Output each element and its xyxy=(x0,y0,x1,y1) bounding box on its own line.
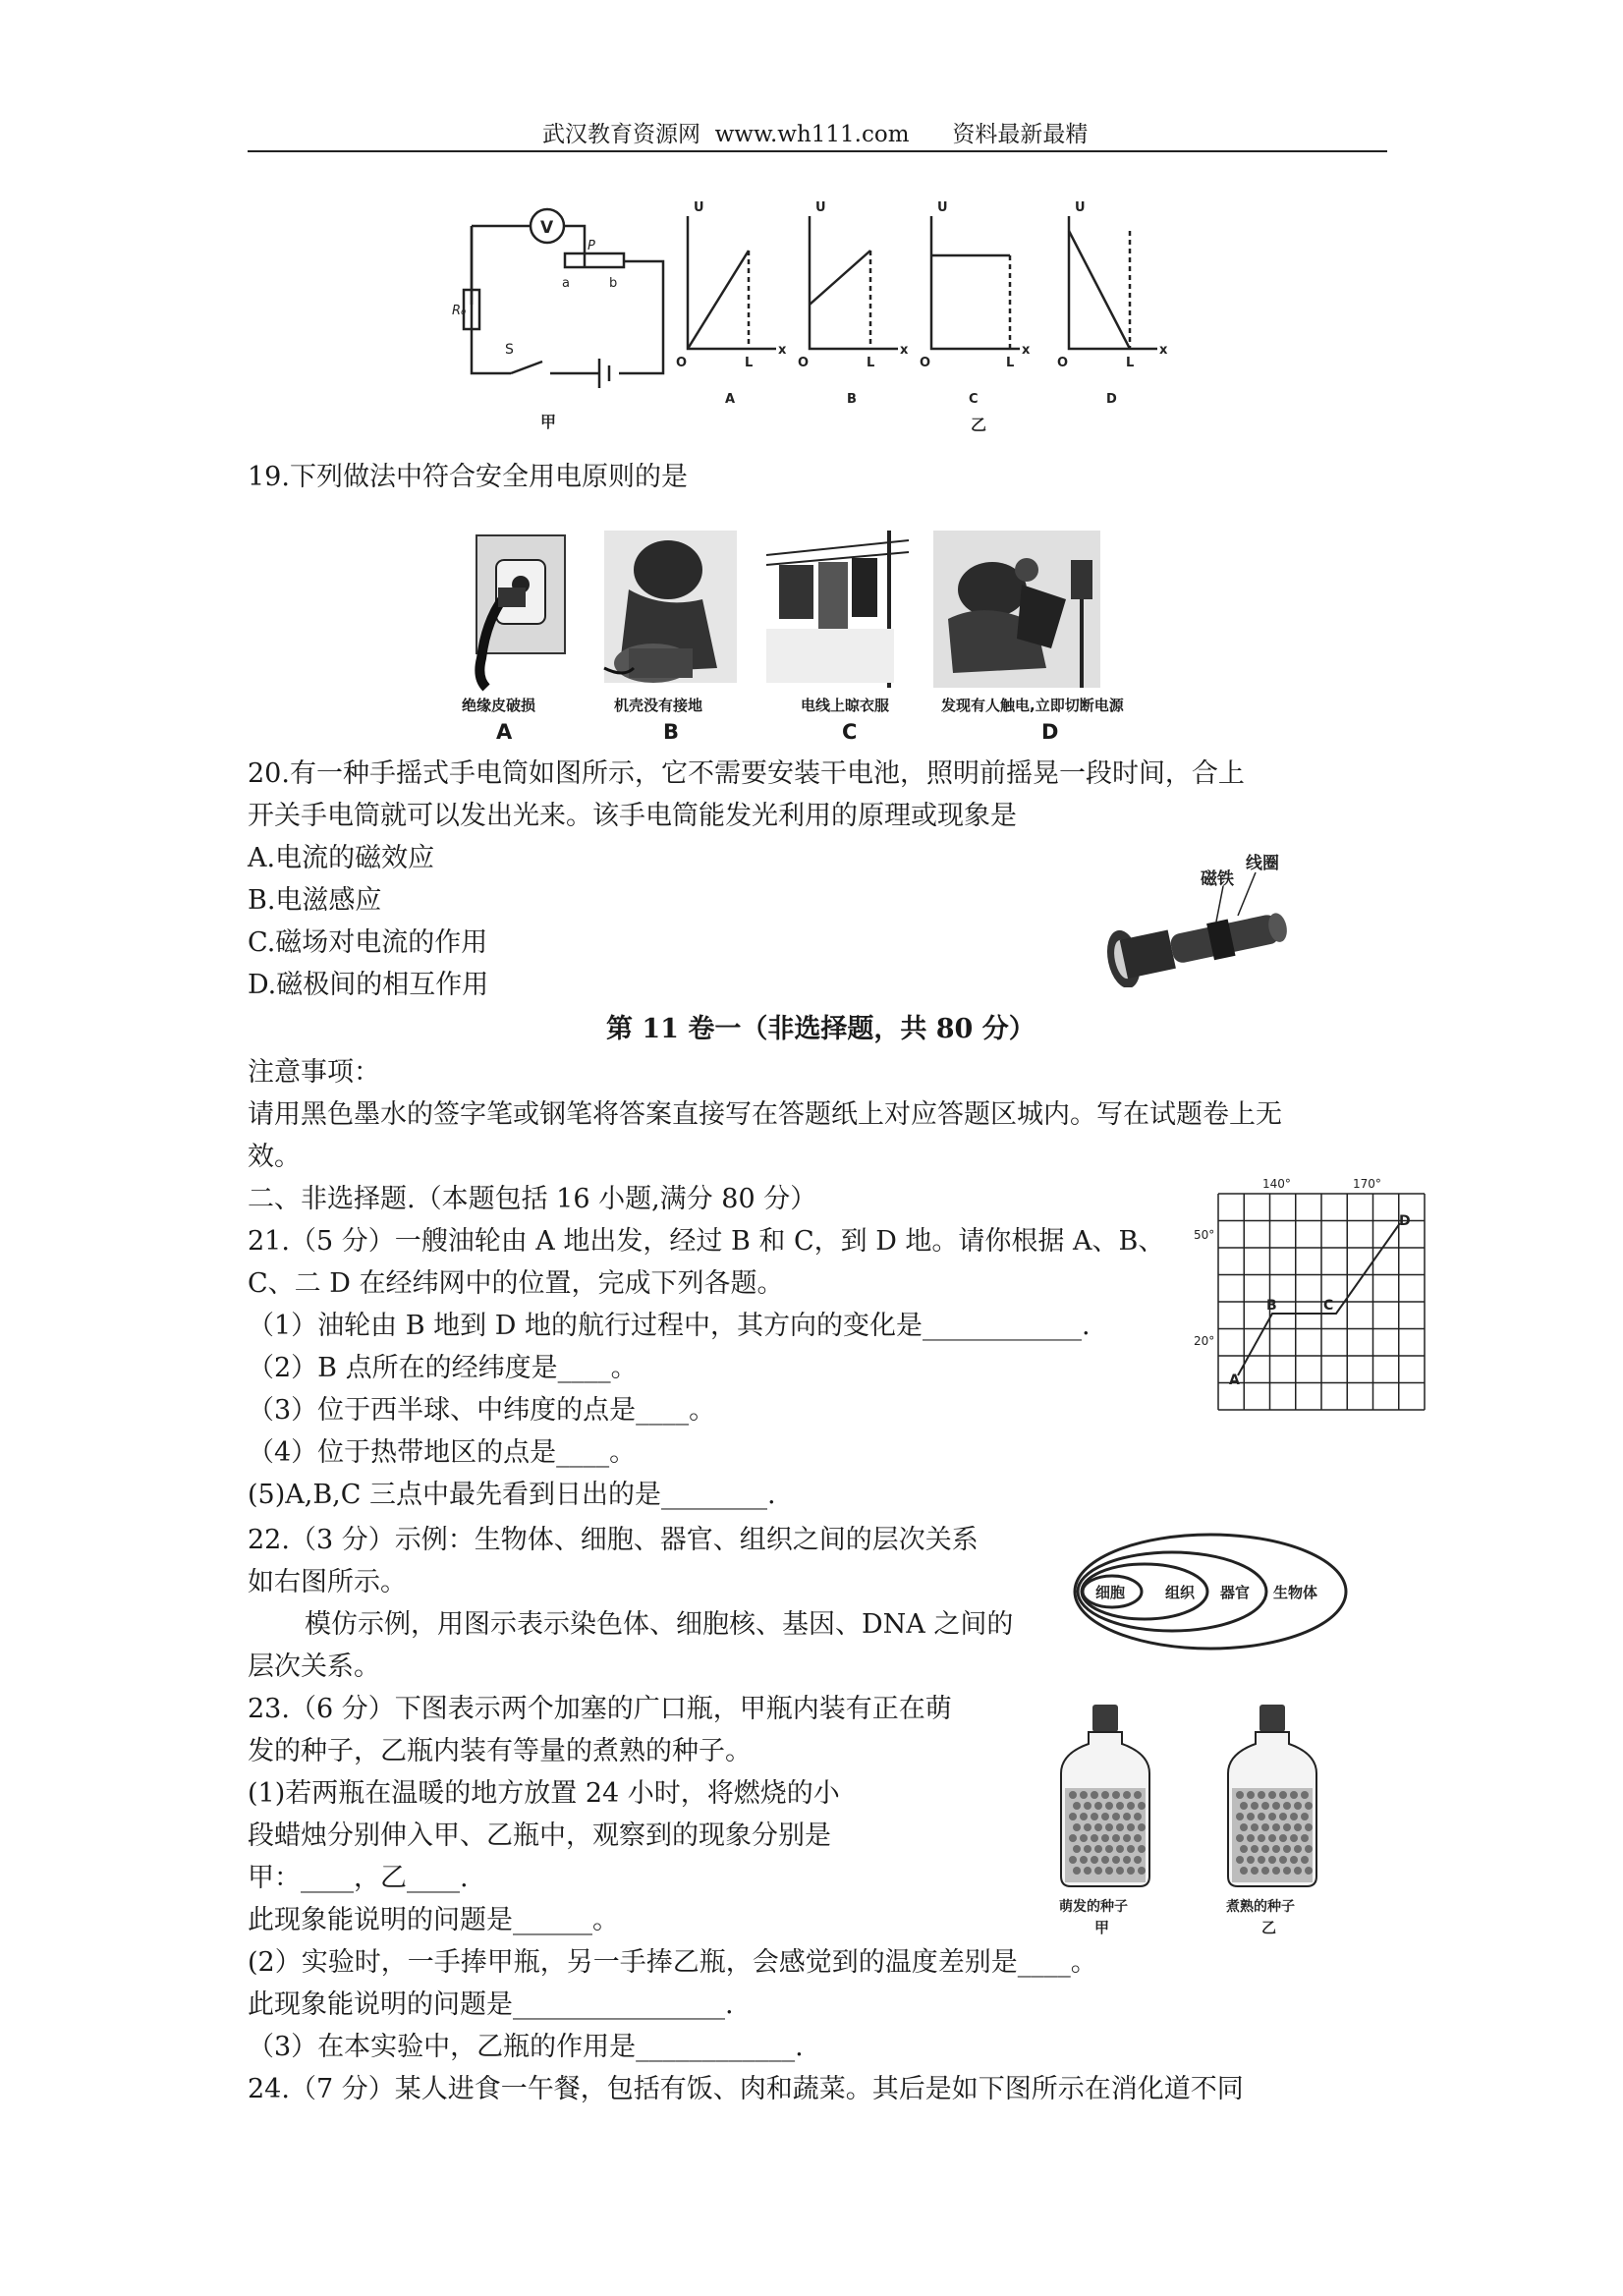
q22-line2: 如右图所示。 xyxy=(248,1567,407,1597)
seed xyxy=(1073,1823,1081,1831)
graph-x-label: x xyxy=(900,343,909,358)
seed xyxy=(1272,1823,1280,1831)
q21-item-4: （4）位于热带地区的点是____。 xyxy=(248,1437,637,1468)
label-organ: 器官 xyxy=(1220,1584,1251,1601)
q21-item-1: （1）油轮由 B 地到 D 地的航行过程中，其方向的变化是____________. xyxy=(248,1311,1091,1341)
seed xyxy=(1279,1834,1287,1842)
jar1-caption: 萌发的种子 xyxy=(1059,1899,1128,1915)
circuit-diagram xyxy=(464,209,663,388)
seed xyxy=(1251,1823,1259,1831)
seed xyxy=(1247,1791,1255,1799)
seed xyxy=(1290,1791,1298,1799)
seed xyxy=(1084,1823,1091,1831)
photo-c-clothes-on-wire xyxy=(766,531,909,688)
graph-x-label: x xyxy=(1022,343,1031,358)
seed xyxy=(1283,1802,1291,1810)
page-header xyxy=(542,116,1088,148)
seed xyxy=(1123,1791,1131,1799)
seed xyxy=(1084,1845,1091,1853)
seed xyxy=(1247,1856,1255,1864)
seed xyxy=(1290,1834,1298,1842)
section2-note-line1: 请用黑色墨水的签字笔或钢笔将答案直接写在答题纸上对应答题区城内。写在试题卷上无 xyxy=(248,1099,1282,1130)
seed xyxy=(1294,1845,1302,1853)
switch-label: S xyxy=(505,342,514,358)
seed xyxy=(1073,1802,1081,1810)
seed xyxy=(1138,1845,1146,1853)
q19-caption-c: 电线上晾衣服 xyxy=(801,697,890,714)
jar1-name: 甲 xyxy=(1094,1919,1110,1936)
seed xyxy=(1294,1823,1302,1831)
q19-text: 19.下列做法中符合安全用电原则的是 xyxy=(248,462,688,492)
q23-line6: 此现象能说明的问题是______。 xyxy=(248,1905,619,1935)
seed xyxy=(1236,1834,1244,1842)
q19-figure xyxy=(457,531,1164,752)
figure-18 xyxy=(452,196,1208,442)
q20-option-b: B.电滋感应 xyxy=(248,885,382,916)
seed xyxy=(1080,1856,1088,1864)
graph-letter-label: A xyxy=(725,392,736,407)
graph-l-label: L xyxy=(1126,356,1135,370)
seed xyxy=(1261,1845,1269,1853)
seed xyxy=(1127,1802,1135,1810)
seed xyxy=(1268,1856,1276,1864)
seed xyxy=(1116,1823,1124,1831)
q23-line1: 23.（6 分）下图表示两个加塞的广口瓶，甲瓶内装有正在萌 xyxy=(248,1694,952,1724)
q19-letter-a: A xyxy=(496,720,513,744)
seed xyxy=(1127,1845,1135,1853)
seed xyxy=(1283,1823,1291,1831)
graph-o-label: O xyxy=(1057,356,1069,370)
graph-b xyxy=(810,216,898,349)
q22-line1: 22.（3 分）示例：生物体、细胞、器官、组织之间的层次关系 xyxy=(248,1525,979,1555)
q23-line9: （3）在本实验中，乙瓶的作用是____________. xyxy=(248,2032,804,2062)
seed xyxy=(1290,1856,1298,1864)
end-b-label: b xyxy=(609,276,618,291)
seed xyxy=(1258,1813,1265,1820)
seed xyxy=(1112,1856,1120,1864)
jar2-caption: 煮熟的种子 xyxy=(1226,1899,1295,1915)
q23-line2: 发的种子，乙瓶内装有等量的煮熟的种子。 xyxy=(248,1736,752,1766)
seed xyxy=(1105,1867,1113,1875)
seed xyxy=(1261,1823,1269,1831)
q20-option-c: C.磁场对电流的作用 xyxy=(248,927,488,958)
graph-c xyxy=(931,216,1020,349)
label-cell: 细胞 xyxy=(1095,1584,1126,1601)
seed xyxy=(1138,1823,1146,1831)
jars-figure xyxy=(1051,1705,1346,1950)
seed xyxy=(1101,1834,1109,1842)
graph-o-label: O xyxy=(676,356,688,370)
photo-b-no-ground xyxy=(604,531,737,683)
graph-u-label: U xyxy=(815,200,826,215)
seed xyxy=(1084,1802,1091,1810)
seed xyxy=(1127,1823,1135,1831)
seed xyxy=(1116,1802,1124,1810)
flashlight-figure xyxy=(1091,845,1312,987)
label-tissue: 组织 xyxy=(1165,1584,1196,1601)
seed xyxy=(1258,1834,1265,1842)
seed xyxy=(1251,1845,1259,1853)
route-line xyxy=(1238,1223,1400,1375)
header-site: 武汉教育资源网 xyxy=(542,122,700,147)
seed xyxy=(1073,1867,1081,1875)
photo-d-cut-power xyxy=(933,531,1100,688)
seed xyxy=(1091,1856,1098,1864)
seed xyxy=(1127,1867,1135,1875)
seed xyxy=(1084,1867,1091,1875)
section2-part: 二、非选择题.（本题包括 16 小题,满分 80 分） xyxy=(248,1184,817,1214)
hierarchy-diagram xyxy=(1071,1528,1356,1655)
seed xyxy=(1283,1867,1291,1875)
seed xyxy=(1279,1813,1287,1820)
seed xyxy=(1101,1856,1109,1864)
seed xyxy=(1240,1867,1248,1875)
seed xyxy=(1116,1867,1124,1875)
graph-d xyxy=(1069,216,1157,349)
seed xyxy=(1290,1813,1298,1820)
seed xyxy=(1240,1802,1248,1810)
q21-item-5: (5)A,B,C 三点中最先看到日出的是________. xyxy=(248,1480,776,1510)
seed xyxy=(1268,1813,1276,1820)
lat-label-20: 20° xyxy=(1194,1334,1215,1348)
resistor-label: R₀ xyxy=(452,304,467,318)
seed xyxy=(1294,1802,1302,1810)
latlong-grid xyxy=(1194,1174,1429,1429)
q23-line8: 此现象能说明的问题是________________. xyxy=(248,1989,734,2020)
seed xyxy=(1261,1867,1269,1875)
section2-note-title: 注意事项： xyxy=(248,1057,380,1088)
seed xyxy=(1116,1845,1124,1853)
seed xyxy=(1258,1856,1265,1864)
point-a: A xyxy=(1229,1372,1240,1388)
point-d: D xyxy=(1399,1213,1411,1229)
graph-l-label: L xyxy=(745,356,754,370)
q23-line5: 甲：____，乙____. xyxy=(248,1863,469,1893)
seed xyxy=(1101,1813,1109,1820)
q23-line3: (1)若两瓶在温暖的地方放置 24 小时，将燃烧的小 xyxy=(248,1778,840,1809)
seed xyxy=(1240,1823,1248,1831)
seed xyxy=(1101,1791,1109,1799)
point-b: B xyxy=(1266,1298,1277,1314)
seed xyxy=(1094,1802,1102,1810)
seed xyxy=(1268,1834,1276,1842)
graph-x-label: x xyxy=(1159,343,1168,358)
graph-o-label: O xyxy=(798,356,810,370)
coil-label: 线圈 xyxy=(1246,854,1279,873)
seed xyxy=(1069,1834,1077,1842)
seed xyxy=(1301,1813,1309,1820)
q21-line1: 21.（5 分）一艘油轮由 A 地出发，经过 B 和 C，到 D 地。请你根据 A、B、 xyxy=(248,1226,1165,1257)
section2-title: 第 11 卷一（非选择题，共 80 分） xyxy=(606,1014,1035,1044)
q19-caption-a: 绝缘皮破损 xyxy=(462,697,536,714)
seed xyxy=(1247,1834,1255,1842)
header-slogan: 资料最新最精 xyxy=(952,122,1089,147)
graph-x-label: x xyxy=(778,343,787,358)
seed xyxy=(1134,1856,1142,1864)
seed xyxy=(1272,1867,1280,1875)
seed xyxy=(1305,1823,1313,1831)
seed xyxy=(1301,1856,1309,1864)
graph-l-label: L xyxy=(867,356,875,370)
q19-caption-b: 机壳没有接地 xyxy=(614,697,703,714)
seed xyxy=(1236,1791,1244,1799)
seed xyxy=(1261,1802,1269,1810)
seed xyxy=(1094,1823,1102,1831)
seed xyxy=(1294,1867,1302,1875)
lat-label-50: 50° xyxy=(1194,1228,1215,1242)
seed xyxy=(1251,1867,1259,1875)
q19-caption-d: 发现有人触电,立即切断电源 xyxy=(941,697,1124,714)
seed xyxy=(1105,1845,1113,1853)
end-a-label: a xyxy=(562,276,570,291)
seed xyxy=(1240,1845,1248,1853)
seed xyxy=(1279,1856,1287,1864)
graph-u-label: U xyxy=(694,200,704,215)
q21-item-2: （2）B 点所在的经纬度是____。 xyxy=(248,1353,638,1383)
graph-letter-label: B xyxy=(847,392,857,407)
seed xyxy=(1069,1813,1077,1820)
seed xyxy=(1091,1791,1098,1799)
seed xyxy=(1073,1845,1081,1853)
seed xyxy=(1112,1813,1120,1820)
graph-u-label: U xyxy=(937,200,948,215)
seed xyxy=(1134,1834,1142,1842)
q24-line1: 24.（7 分）某人进食一午餐，包括有饭、肉和蔬菜。其后是如下图所示在消化道不同 xyxy=(248,2074,1244,2104)
circuit-caption: 甲 xyxy=(540,413,557,431)
lon-label-140: 140° xyxy=(1262,1177,1291,1191)
label-organism: 生物体 xyxy=(1273,1584,1318,1601)
q23-line4: 段蜡烛分别伸入甲、乙瓶中，观察到的现象分别是 xyxy=(248,1820,831,1851)
seed xyxy=(1305,1845,1313,1853)
seed xyxy=(1138,1802,1146,1810)
q20-option-d: D.磁极间的相互作用 xyxy=(248,970,489,1000)
seed xyxy=(1094,1867,1102,1875)
seed xyxy=(1279,1791,1287,1799)
q19-letter-b: B xyxy=(663,720,680,744)
seed xyxy=(1094,1845,1102,1853)
seed xyxy=(1301,1791,1309,1799)
q20-line1: 20.有一种手摇式手电筒如图所示，它不需要安装干电池，照明前摇晃一段时间，合上 xyxy=(248,758,1245,789)
seed xyxy=(1272,1802,1280,1810)
seed xyxy=(1138,1867,1146,1875)
seed xyxy=(1258,1791,1265,1799)
seed xyxy=(1301,1834,1309,1842)
q22-line3: 模仿示例，用图示表示染色体、细胞核、基因、DNA 之间的 xyxy=(305,1609,1014,1640)
seed xyxy=(1305,1867,1313,1875)
q21-item-3: （3）位于西半球、中纬度的点是____。 xyxy=(248,1395,716,1426)
graph-o-label: O xyxy=(920,356,931,370)
q20-option-a: A.电流的磁效应 xyxy=(248,843,435,873)
header-url: www.wh111.com xyxy=(714,122,910,147)
voltmeter-label: V xyxy=(540,218,554,238)
q19-letter-d: D xyxy=(1041,720,1059,744)
header-rule xyxy=(248,150,1387,152)
graph-a xyxy=(688,216,776,349)
seed xyxy=(1069,1856,1077,1864)
slider-label: P xyxy=(588,239,595,253)
graph-u-label: U xyxy=(1075,200,1086,215)
seed xyxy=(1268,1791,1276,1799)
seed xyxy=(1080,1834,1088,1842)
seed xyxy=(1123,1856,1131,1864)
seed xyxy=(1236,1813,1244,1820)
graph-letter-label: D xyxy=(1106,392,1117,407)
seed xyxy=(1251,1802,1259,1810)
magnet-label: 磁铁 xyxy=(1201,869,1234,889)
jar-boiled xyxy=(1228,1705,1316,1886)
q20-line2: 开关手电筒就可以发出光来。该手电筒能发光利用的原理或现象是 xyxy=(248,801,1017,831)
seed xyxy=(1283,1845,1291,1853)
section2-note-line2: 效。 xyxy=(248,1142,301,1172)
seed xyxy=(1134,1791,1142,1799)
q22-line4: 层次关系。 xyxy=(248,1652,380,1682)
graphs-caption: 乙 xyxy=(971,416,987,434)
q21-line2: C、二 D 在经纬网中的位置，完成下列各题。 xyxy=(248,1268,784,1299)
jar2-name: 乙 xyxy=(1261,1919,1277,1936)
seed xyxy=(1091,1813,1098,1820)
seed xyxy=(1105,1802,1113,1810)
q19-photos xyxy=(457,531,1164,752)
seed xyxy=(1080,1813,1088,1820)
seed xyxy=(1247,1813,1255,1820)
seed xyxy=(1123,1834,1131,1842)
jar-germinating xyxy=(1061,1705,1149,1886)
seed xyxy=(1069,1791,1077,1799)
seed xyxy=(1091,1834,1098,1842)
seed xyxy=(1305,1802,1313,1810)
seed xyxy=(1272,1845,1280,1853)
seed xyxy=(1134,1813,1142,1820)
seed xyxy=(1105,1823,1113,1831)
q23-line7: (2）实验时，一手捧甲瓶，另一手捧乙瓶，会感觉到的温度差别是____。 xyxy=(248,1947,1097,1978)
seed xyxy=(1123,1813,1131,1820)
q19-letter-c: C xyxy=(842,720,858,744)
photo-a-damaged-insulation xyxy=(476,535,565,688)
point-c: C xyxy=(1323,1298,1334,1314)
seed xyxy=(1080,1791,1088,1799)
lon-label-170: 170° xyxy=(1353,1177,1381,1191)
seed xyxy=(1112,1791,1120,1799)
graph-l-label: L xyxy=(1006,356,1015,370)
seed xyxy=(1112,1834,1120,1842)
seed xyxy=(1236,1856,1244,1864)
graph-letter-label: C xyxy=(969,392,979,407)
